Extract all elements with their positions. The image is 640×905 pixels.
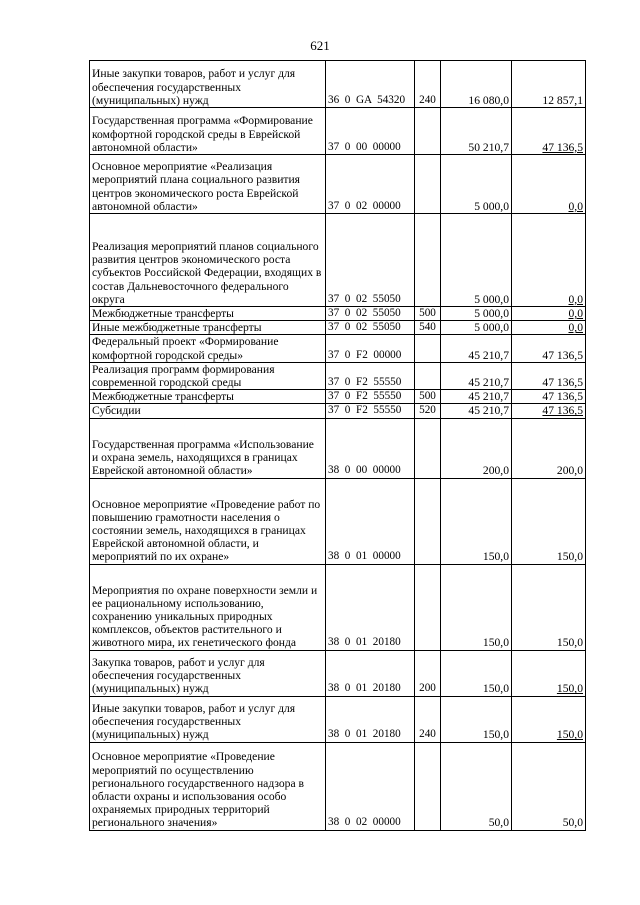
row-expense-type-code	[415, 108, 441, 155]
row-amount-year-1-text: 50,0	[488, 816, 509, 830]
row-amount-year-2	[512, 696, 586, 742]
row-target-article-code-text: 37 0 F2 55550	[328, 404, 402, 417]
row-amount-year-2	[512, 478, 586, 564]
row-target-article-code	[326, 478, 415, 564]
row-target-article-code	[326, 335, 415, 362]
row-amount-year-1	[441, 321, 512, 335]
row-amount-year-2	[512, 362, 586, 389]
table-row	[90, 478, 586, 564]
row-amount-year-1-text: 150,0	[482, 682, 509, 696]
row-target-article-code-text: 37 0 02 55050	[328, 292, 401, 305]
row-amount-year-1-text: 5 000,0	[474, 199, 509, 213]
row-amount-year-2-text: 0,0	[568, 199, 583, 213]
row-target-article-code	[326, 108, 415, 155]
row-expense-type-code	[415, 61, 441, 108]
row-expense-type-code	[415, 362, 441, 389]
row-name-text: Реализация мероприятий планов социального развития центров экономического роста субъектов Российской Федерации, входящих в состав Дальневосточного федерального округа	[92, 239, 322, 306]
row-target-article-code-text: 38 0 01 00000	[328, 550, 401, 563]
row-target-article-code	[326, 696, 415, 742]
row-expense-type-code	[415, 155, 441, 214]
row-target-article-code-text: 38 0 02 00000	[328, 816, 401, 829]
row-target-article-code	[326, 61, 415, 108]
row-amount-year-2-text: 47 136,5	[542, 140, 583, 154]
budget-table	[89, 60, 586, 831]
row-amount-year-1	[441, 478, 512, 564]
row-target-article-code	[326, 321, 415, 335]
row-amount-year-1-text: 16 080,0	[468, 93, 509, 107]
row-expense-type-code	[415, 564, 441, 650]
row-amount-year-1	[441, 155, 512, 214]
row-amount-year-1	[441, 335, 512, 362]
row-amount-year-2	[512, 214, 586, 307]
table-row	[90, 61, 586, 108]
row-amount-year-2-text: 47 136,5	[542, 390, 583, 404]
row-name-text: Иные закупки товаров, работ и услуг для обеспечения государственных (муниципальных) нужд	[92, 702, 296, 742]
row-amount-year-2	[512, 650, 586, 696]
row-amount-year-2	[512, 564, 586, 650]
row-amount-year-1-text: 50 210,7	[468, 140, 509, 154]
row-expense-type-code	[415, 307, 441, 321]
row-amount-year-1	[441, 404, 512, 418]
row-expense-type-code	[415, 321, 441, 335]
row-target-article-code-text: 36 0 GA 54320	[328, 93, 406, 106]
row-target-article-code-text: 37 0 F2 55550	[328, 376, 402, 389]
row-amount-year-2	[512, 307, 586, 321]
row-expense-type-code-text: 500	[419, 390, 436, 403]
row-target-article-code	[326, 390, 415, 404]
table-row	[90, 362, 586, 389]
row-name-text: Государственная программа «Формирование комфортной городской среды в Еврейской автономной области»	[92, 114, 313, 154]
table-row	[90, 390, 586, 404]
row-amount-year-1-text: 45 210,7	[468, 404, 509, 418]
row-expense-type-code	[415, 214, 441, 307]
row-amount-year-2	[512, 61, 586, 108]
table-row	[90, 742, 586, 830]
row-name	[90, 214, 326, 307]
row-target-article-code	[326, 155, 415, 214]
table-row	[90, 418, 586, 478]
row-target-article-code-text: 37 0 02 55050	[328, 307, 401, 319]
row-name-text: Субсидии	[92, 404, 141, 418]
row-amount-year-1-text: 5 000,0	[474, 321, 509, 335]
row-name-text: Основное мероприятие «Проведение работ по повышению грамотности населения о состоянии земель, находящихся в границах Еврейской автономной области, и мероприятий по их охране»	[92, 497, 321, 564]
row-amount-year-2	[512, 418, 586, 478]
row-name-text: Иные межбюджетные трансферты	[92, 321, 262, 335]
row-amount-year-1	[441, 650, 512, 696]
row-expense-type-code	[415, 478, 441, 564]
row-amount-year-2	[512, 742, 586, 830]
row-expense-type-code	[415, 418, 441, 478]
row-amount-year-1-text: 45 210,7	[468, 348, 509, 362]
row-target-article-code	[326, 564, 415, 650]
table-row	[90, 650, 586, 696]
row-target-article-code-text: 37 0 02 55050	[328, 321, 401, 334]
row-amount-year-1-text: 45 210,7	[468, 390, 509, 404]
table-row	[90, 155, 586, 214]
table-row	[90, 108, 586, 155]
row-amount-year-1-text: 150,0	[482, 636, 509, 650]
row-amount-year-2-text: 0,0	[568, 321, 583, 335]
row-amount-year-1	[441, 307, 512, 321]
row-name	[90, 335, 326, 362]
row-name	[90, 321, 326, 335]
row-target-article-code	[326, 307, 415, 321]
row-expense-type-code-text: 240	[419, 93, 436, 106]
row-amount-year-1	[441, 61, 512, 108]
row-target-article-code	[326, 214, 415, 307]
row-amount-year-1	[441, 108, 512, 155]
row-amount-year-1-text: 5 000,0	[474, 292, 509, 306]
page-number: 621	[310, 38, 330, 53]
row-name	[90, 61, 326, 108]
row-target-article-code	[326, 404, 415, 418]
row-name	[90, 390, 326, 404]
table-row	[90, 404, 586, 418]
row-amount-year-1-text: 5 000,0	[474, 307, 509, 320]
row-amount-year-2	[512, 390, 586, 404]
row-target-article-code	[326, 650, 415, 696]
row-name	[90, 742, 326, 830]
row-name	[90, 478, 326, 564]
row-amount-year-2-text: 150,0	[556, 636, 583, 650]
row-expense-type-code-text: 200	[419, 682, 436, 695]
row-amount-year-2	[512, 335, 586, 362]
row-expense-type-code	[415, 335, 441, 362]
row-name	[90, 418, 326, 478]
row-amount-year-1	[441, 696, 512, 742]
row-target-article-code-text: 38 0 01 20180	[328, 682, 401, 695]
row-amount-year-1	[441, 418, 512, 478]
row-amount-year-1-text: 45 210,7	[468, 376, 509, 390]
row-target-article-code-text: 37 0 00 00000	[328, 140, 401, 153]
row-amount-year-2-text: 150,0	[556, 682, 583, 696]
row-expense-type-code	[415, 390, 441, 404]
row-amount-year-2-text: 150,0	[556, 550, 583, 564]
row-amount-year-2-text: 150,0	[556, 728, 583, 742]
table-row	[90, 696, 586, 742]
row-name-text: Основное мероприятие «Реализация мероприятий плана социального развития центров экономического роста Еврейской автономной области»	[92, 160, 301, 213]
row-expense-type-code	[415, 404, 441, 418]
row-name	[90, 155, 326, 214]
row-amount-year-1-text: 150,0	[482, 728, 509, 742]
row-name	[90, 650, 326, 696]
row-expense-type-code-text: 520	[419, 404, 436, 417]
table-row	[90, 214, 586, 307]
row-expense-type-code	[415, 742, 441, 830]
row-amount-year-2-text: 0,0	[568, 307, 583, 320]
row-amount-year-2-text: 12 857,1	[542, 93, 583, 107]
row-target-article-code	[326, 418, 415, 478]
row-amount-year-1-text: 200,0	[482, 464, 509, 478]
row-amount-year-1	[441, 742, 512, 830]
row-name-text: Закупка товаров, работ и услуг для обеспечения государственных (муниципальных) нужд	[92, 656, 265, 696]
row-amount-year-2	[512, 108, 586, 155]
table-row	[90, 335, 586, 362]
row-amount-year-2-text: 47 136,5	[542, 376, 583, 390]
row-amount-year-2-text: 0,0	[568, 292, 583, 306]
budget-table-body	[90, 61, 586, 831]
row-name-text: Иные закупки товаров, работ и услуг для обеспечения государственных (муниципальных) нужд	[92, 67, 296, 107]
row-name	[90, 108, 326, 155]
row-name-text: Межбюджетные трансферты	[92, 307, 234, 320]
row-expense-type-code-text: 500	[419, 307, 436, 319]
table-row	[90, 307, 586, 321]
row-name	[90, 696, 326, 742]
row-target-article-code	[326, 362, 415, 389]
row-name	[90, 564, 326, 650]
row-target-article-code	[326, 742, 415, 830]
row-name-text: Реализация программ формирования современной городской среды	[92, 362, 275, 390]
row-name	[90, 307, 326, 321]
row-expense-type-code-text: 540	[419, 321, 436, 334]
row-name-text: Межбюджетные трансферты	[92, 390, 234, 404]
row-name	[90, 404, 326, 418]
row-target-article-code-text: 38 0 00 00000	[328, 464, 401, 477]
row-target-article-code-text: 37 0 02 00000	[328, 199, 401, 212]
row-expense-type-code	[415, 696, 441, 742]
row-amount-year-1	[441, 362, 512, 389]
row-name-text: Федеральный проект «Формирование комфортной городской среды»	[92, 335, 279, 362]
table-row	[90, 321, 586, 335]
table-row	[90, 564, 586, 650]
row-target-article-code-text: 38 0 01 20180	[328, 636, 401, 649]
row-amount-year-2	[512, 155, 586, 214]
row-name-text: Мероприятия по охране поверхности земли и ее рациональному использованию, сохранению уникальных природных комплексов, объектов растительного и животного мира, их генетического фонда	[92, 583, 318, 650]
row-amount-year-1	[441, 390, 512, 404]
row-amount-year-2-text: 200,0	[556, 464, 583, 478]
row-expense-type-code-text: 240	[419, 728, 436, 741]
row-amount-year-2-text: 47 136,5	[542, 404, 583, 418]
row-amount-year-2	[512, 321, 586, 335]
row-amount-year-1	[441, 564, 512, 650]
row-target-article-code-text: 38 0 01 20180	[328, 728, 401, 741]
row-amount-year-1-text: 150,0	[482, 550, 509, 564]
row-amount-year-1	[441, 214, 512, 307]
row-name-text: Основное мероприятие «Проведение мероприятий по осуществлению регионального государственного надзора в области охраны и использования особо охраняемых природных территорий регионального значения»	[92, 750, 304, 830]
row-target-article-code-text: 37 0 F2 00000	[328, 348, 402, 361]
row-name-text: Государственная программа «Использование и охрана земель, находящихся в границах Еврейской автономной области»	[92, 438, 314, 478]
row-amount-year-2-text: 47 136,5	[542, 348, 583, 362]
row-target-article-code-text: 37 0 F2 55550	[328, 390, 402, 403]
row-name	[90, 362, 326, 389]
row-amount-year-2	[512, 404, 586, 418]
row-amount-year-2-text: 50,0	[562, 816, 583, 830]
row-expense-type-code	[415, 650, 441, 696]
